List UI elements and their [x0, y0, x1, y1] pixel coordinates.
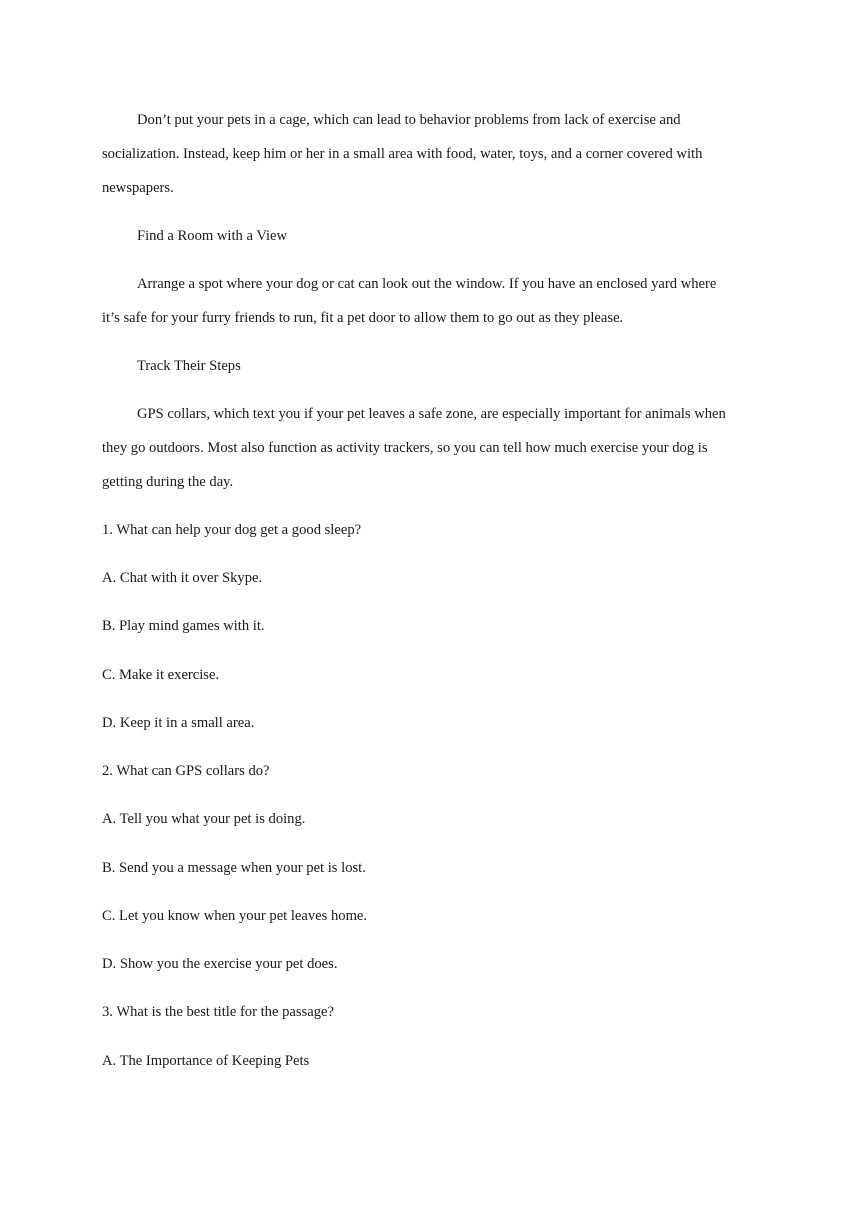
paragraph-3-line-1: GPS collars, which text you if your pet leaves a safe zone, are especially important for animals when — [137, 406, 726, 422]
paragraph-2-line-1: Arrange a spot where your dog or cat can look out the window. If you have an enclosed yard where — [137, 276, 717, 292]
paragraph-2-line-2: it’s safe for your furry friends to run, fit a pet door to allow them to go out as they please. — [102, 310, 624, 326]
question-3: 3. What is the best title for the passage? — [102, 1004, 334, 1020]
question-3-option-a: A. The Importance of Keeping Pets — [102, 1053, 310, 1069]
question-2-option-d: D. Show you the exercise your pet does. — [102, 956, 338, 972]
paragraph-3-line-3: getting during the day. — [102, 474, 234, 490]
question-2-option-c: C. Let you know when your pet leaves home. — [102, 908, 368, 924]
section-heading-track-steps: Track Their Steps — [137, 358, 241, 374]
section-heading-room-with-view: Find a Room with a View — [137, 228, 288, 244]
question-1-option-c: C. Make it exercise. — [102, 667, 220, 683]
question-2-option-b: B. Send you a message when your pet is lost. — [102, 860, 366, 876]
question-1-option-a: A. Chat with it over Skype. — [102, 570, 263, 586]
question-2-option-a: A. Tell you what your pet is doing. — [102, 811, 306, 827]
paragraph-3-line-2: they go outdoors. Most also function as activity trackers, so you can tell how much exercise your dog is — [102, 440, 708, 456]
paragraph-1-line-2: socialization. Instead, keep him or her in a small area with food, water, toys, and a corner covered with — [102, 146, 703, 162]
question-1-option-d: D. Keep it in a small area. — [102, 715, 255, 731]
paragraph-1-line-1: Don’t put your pets in a cage, which can lead to behavior problems from lack of exercise and — [137, 112, 681, 128]
question-1: 1. What can help your dog get a good sleep? — [102, 522, 362, 538]
paragraph-1-line-3: newspapers. — [102, 180, 174, 196]
question-2: 2. What can GPS collars do? — [102, 763, 270, 779]
question-1-option-b: B. Play mind games with it. — [102, 618, 265, 634]
